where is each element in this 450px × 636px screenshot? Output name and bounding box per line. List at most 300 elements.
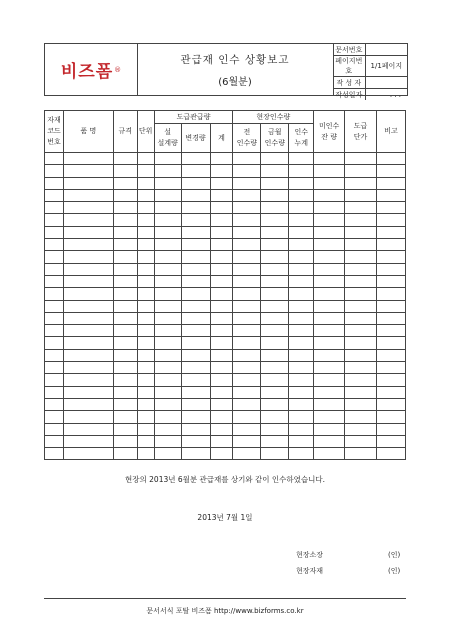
table-cell[interactable] [345,312,377,324]
signature-mark-2[interactable]: (인) [388,567,401,575]
table-cell[interactable] [137,153,154,165]
table-cell[interactable] [137,288,154,300]
table-cell[interactable] [210,312,233,324]
table-cell[interactable] [377,263,406,275]
table-cell[interactable] [345,177,377,189]
table-cell[interactable] [210,263,233,275]
table-cell[interactable] [377,214,406,226]
table-cell[interactable] [45,448,64,460]
table-cell[interactable] [45,202,64,214]
meta-value[interactable]: . . . [365,89,407,101]
table-cell[interactable] [210,386,233,398]
table-cell[interactable] [345,251,377,263]
table-cell[interactable] [345,214,377,226]
table-cell[interactable] [45,423,64,435]
table-cell[interactable] [113,202,137,214]
table-cell[interactable] [289,411,314,423]
table-cell[interactable] [377,448,406,460]
table-cell[interactable] [314,226,345,238]
table-cell[interactable] [345,374,377,386]
table-cell[interactable] [154,325,181,337]
table-cell[interactable] [233,435,261,447]
table-cell[interactable] [45,337,64,349]
table-cell[interactable] [113,337,137,349]
table-cell[interactable] [113,448,137,460]
table-cell[interactable] [233,165,261,177]
table-cell[interactable] [289,423,314,435]
table-cell[interactable] [181,398,210,410]
table-cell[interactable] [261,349,289,361]
table-cell[interactable] [377,275,406,287]
table-cell[interactable] [210,448,233,460]
meta-value[interactable] [365,44,407,56]
table-cell[interactable] [261,189,289,201]
table-cell[interactable] [289,325,314,337]
table-cell[interactable] [137,165,154,177]
table-cell[interactable] [377,325,406,337]
table-cell[interactable] [289,300,314,312]
table-cell[interactable] [113,226,137,238]
table-cell[interactable] [137,374,154,386]
table-cell[interactable] [63,349,113,361]
table-cell[interactable] [261,226,289,238]
table-cell[interactable] [181,214,210,226]
table-cell[interactable] [314,251,345,263]
table-cell[interactable] [314,362,345,374]
table-cell[interactable] [345,411,377,423]
table-cell[interactable] [289,435,314,447]
table-cell[interactable] [289,239,314,251]
table-cell[interactable] [181,423,210,435]
table-cell[interactable] [377,288,406,300]
table-cell[interactable] [137,177,154,189]
table-cell[interactable] [233,226,261,238]
meta-value[interactable] [365,77,407,89]
table-cell[interactable] [314,423,345,435]
table-cell[interactable] [314,165,345,177]
table-cell[interactable] [261,165,289,177]
table-cell[interactable] [377,423,406,435]
table-cell[interactable] [289,153,314,165]
table-cell[interactable] [377,165,406,177]
table-cell[interactable] [289,189,314,201]
table-cell[interactable] [261,411,289,423]
table-cell[interactable] [137,226,154,238]
table-cell[interactable] [45,411,64,423]
table-cell[interactable] [314,411,345,423]
table-cell[interactable] [261,202,289,214]
table-cell[interactable] [261,398,289,410]
table-cell[interactable] [63,153,113,165]
table-cell[interactable] [233,325,261,337]
table-cell[interactable] [345,337,377,349]
table-cell[interactable] [314,288,345,300]
table-cell[interactable] [261,337,289,349]
table-cell[interactable] [377,349,406,361]
table-cell[interactable] [210,349,233,361]
table-cell[interactable] [377,411,406,423]
table-cell[interactable] [113,153,137,165]
table-cell[interactable] [289,177,314,189]
table-cell[interactable] [113,239,137,251]
table-cell[interactable] [137,362,154,374]
table-cell[interactable] [137,349,154,361]
table-cell[interactable] [289,202,314,214]
table-cell[interactable] [181,275,210,287]
table-cell[interactable] [261,312,289,324]
table-cell[interactable] [345,362,377,374]
table-cell[interactable] [377,398,406,410]
table-cell[interactable] [181,386,210,398]
table-cell[interactable] [345,349,377,361]
table-cell[interactable] [45,226,64,238]
table-cell[interactable] [181,448,210,460]
table-cell[interactable] [137,275,154,287]
table-cell[interactable] [314,349,345,361]
table-cell[interactable] [314,435,345,447]
table-cell[interactable] [154,202,181,214]
table-cell[interactable] [377,189,406,201]
table-cell[interactable] [289,386,314,398]
table-cell[interactable] [137,398,154,410]
table-cell[interactable] [233,423,261,435]
table-cell[interactable] [210,398,233,410]
table-cell[interactable] [154,189,181,201]
table-cell[interactable] [45,288,64,300]
table-cell[interactable] [63,448,113,460]
table-cell[interactable] [113,398,137,410]
table-cell[interactable] [154,386,181,398]
table-cell[interactable] [314,263,345,275]
table-cell[interactable] [289,337,314,349]
table-cell[interactable] [233,153,261,165]
table-cell[interactable] [154,226,181,238]
table-cell[interactable] [261,239,289,251]
table-cell[interactable] [210,226,233,238]
table-cell[interactable] [63,275,113,287]
table-cell[interactable] [63,325,113,337]
table-cell[interactable] [63,300,113,312]
table-cell[interactable] [289,251,314,263]
table-cell[interactable] [45,398,64,410]
table-cell[interactable] [137,435,154,447]
table-cell[interactable] [261,251,289,263]
table-cell[interactable] [154,239,181,251]
table-cell[interactable] [261,153,289,165]
table-cell[interactable] [137,325,154,337]
table-cell[interactable] [377,386,406,398]
table-cell[interactable] [113,251,137,263]
table-cell[interactable] [210,300,233,312]
table-cell[interactable] [289,312,314,324]
table-cell[interactable] [181,374,210,386]
table-cell[interactable] [377,300,406,312]
table-cell[interactable] [345,386,377,398]
meta-value[interactable]: 1/1페이지 [365,56,407,77]
table-cell[interactable] [137,214,154,226]
table-cell[interactable] [113,362,137,374]
table-cell[interactable] [113,177,137,189]
table-cell[interactable] [314,337,345,349]
table-cell[interactable] [137,337,154,349]
table-cell[interactable] [181,189,210,201]
table-cell[interactable] [181,263,210,275]
table-cell[interactable] [314,448,345,460]
table-cell[interactable] [154,349,181,361]
table-cell[interactable] [154,165,181,177]
table-cell[interactable] [63,251,113,263]
table-cell[interactable] [113,386,137,398]
table-cell[interactable] [181,300,210,312]
table-cell[interactable] [113,300,137,312]
table-cell[interactable] [261,300,289,312]
table-cell[interactable] [345,226,377,238]
table-cell[interactable] [233,251,261,263]
table-cell[interactable] [210,165,233,177]
table-cell[interactable] [63,423,113,435]
table-cell[interactable] [45,374,64,386]
table-cell[interactable] [289,362,314,374]
table-cell[interactable] [261,448,289,460]
table-cell[interactable] [345,202,377,214]
table-cell[interactable] [314,300,345,312]
table-cell[interactable] [154,263,181,275]
table-cell[interactable] [289,263,314,275]
table-cell[interactable] [137,251,154,263]
table-cell[interactable] [181,153,210,165]
table-cell[interactable] [63,189,113,201]
table-cell[interactable] [314,374,345,386]
table-cell[interactable] [45,153,64,165]
table-cell[interactable] [137,300,154,312]
table-cell[interactable] [113,423,137,435]
table-cell[interactable] [289,349,314,361]
table-cell[interactable] [377,337,406,349]
table-cell[interactable] [210,435,233,447]
table-cell[interactable] [314,153,345,165]
table-cell[interactable] [137,239,154,251]
table-cell[interactable] [233,288,261,300]
table-cell[interactable] [45,349,64,361]
table-cell[interactable] [377,153,406,165]
table-cell[interactable] [233,275,261,287]
table-cell[interactable] [377,362,406,374]
table-cell[interactable] [181,239,210,251]
table-cell[interactable] [137,202,154,214]
table-cell[interactable] [181,349,210,361]
table-cell[interactable] [345,288,377,300]
table-cell[interactable] [233,398,261,410]
table-cell[interactable] [63,374,113,386]
table-cell[interactable] [314,312,345,324]
table-cell[interactable] [113,325,137,337]
table-cell[interactable] [377,312,406,324]
table-cell[interactable] [233,337,261,349]
table-cell[interactable] [314,398,345,410]
table-cell[interactable] [314,189,345,201]
table-cell[interactable] [210,251,233,263]
table-cell[interactable] [345,239,377,251]
table-cell[interactable] [45,177,64,189]
table-cell[interactable] [137,189,154,201]
table-cell[interactable] [289,288,314,300]
table-cell[interactable] [63,226,113,238]
table-cell[interactable] [314,239,345,251]
table-cell[interactable] [113,214,137,226]
table-cell[interactable] [233,202,261,214]
table-cell[interactable] [45,189,64,201]
table-cell[interactable] [154,435,181,447]
table-cell[interactable] [210,153,233,165]
table-cell[interactable] [113,374,137,386]
table-cell[interactable] [289,374,314,386]
table-cell[interactable] [345,435,377,447]
table-cell[interactable] [233,300,261,312]
table-cell[interactable] [45,435,64,447]
table-cell[interactable] [377,374,406,386]
table-cell[interactable] [63,312,113,324]
table-cell[interactable] [345,165,377,177]
table-cell[interactable] [261,423,289,435]
table-cell[interactable] [45,386,64,398]
table-cell[interactable] [113,411,137,423]
table-cell[interactable] [154,251,181,263]
table-cell[interactable] [63,362,113,374]
table-cell[interactable] [113,189,137,201]
table-cell[interactable] [63,337,113,349]
table-cell[interactable] [261,386,289,398]
table-cell[interactable] [233,312,261,324]
table-cell[interactable] [154,337,181,349]
table-cell[interactable] [45,263,64,275]
table-cell[interactable] [233,374,261,386]
table-cell[interactable] [137,263,154,275]
table-cell[interactable] [45,275,64,287]
table-cell[interactable] [233,448,261,460]
table-cell[interactable] [314,214,345,226]
table-cell[interactable] [181,165,210,177]
table-cell[interactable] [314,275,345,287]
table-cell[interactable] [345,189,377,201]
table-cell[interactable] [289,214,314,226]
table-cell[interactable] [154,300,181,312]
table-cell[interactable] [210,374,233,386]
table-cell[interactable] [261,288,289,300]
table-cell[interactable] [181,411,210,423]
table-cell[interactable] [63,398,113,410]
table-cell[interactable] [137,312,154,324]
table-cell[interactable] [154,411,181,423]
table-cell[interactable] [314,177,345,189]
table-cell[interactable] [345,275,377,287]
table-cell[interactable] [45,300,64,312]
table-cell[interactable] [113,349,137,361]
table-cell[interactable] [63,165,113,177]
table-cell[interactable] [181,312,210,324]
table-cell[interactable] [289,165,314,177]
table-cell[interactable] [210,275,233,287]
table-cell[interactable] [181,362,210,374]
table-cell[interactable] [154,177,181,189]
table-cell[interactable] [45,165,64,177]
table-cell[interactable] [377,435,406,447]
table-cell[interactable] [377,239,406,251]
table-cell[interactable] [63,202,113,214]
table-cell[interactable] [154,288,181,300]
table-cell[interactable] [45,325,64,337]
table-cell[interactable] [154,312,181,324]
table-cell[interactable] [113,165,137,177]
table-cell[interactable] [210,325,233,337]
table-cell[interactable] [113,263,137,275]
table-cell[interactable] [45,312,64,324]
table-cell[interactable] [63,177,113,189]
table-cell[interactable] [345,153,377,165]
table-cell[interactable] [63,411,113,423]
table-cell[interactable] [137,386,154,398]
table-cell[interactable] [233,349,261,361]
table-cell[interactable] [377,202,406,214]
table-cell[interactable] [345,423,377,435]
table-cell[interactable] [289,275,314,287]
table-cell[interactable] [233,189,261,201]
table-cell[interactable] [345,300,377,312]
table-cell[interactable] [345,448,377,460]
table-cell[interactable] [137,411,154,423]
table-cell[interactable] [63,263,113,275]
table-cell[interactable] [113,435,137,447]
table-cell[interactable] [181,202,210,214]
table-cell[interactable] [210,288,233,300]
table-cell[interactable] [233,214,261,226]
table-cell[interactable] [210,423,233,435]
table-cell[interactable] [261,275,289,287]
table-cell[interactable] [261,362,289,374]
table-cell[interactable] [181,337,210,349]
table-cell[interactable] [210,411,233,423]
table-cell[interactable] [289,226,314,238]
table-cell[interactable] [233,263,261,275]
table-cell[interactable] [233,411,261,423]
table-cell[interactable] [45,239,64,251]
table-cell[interactable] [289,398,314,410]
table-cell[interactable] [154,153,181,165]
table-cell[interactable] [345,325,377,337]
table-cell[interactable] [314,325,345,337]
table-cell[interactable] [314,386,345,398]
table-cell[interactable] [181,435,210,447]
signature-mark-1[interactable]: (인) [388,551,401,559]
table-cell[interactable] [113,288,137,300]
table-cell[interactable] [210,239,233,251]
table-cell[interactable] [345,398,377,410]
table-cell[interactable] [289,448,314,460]
table-cell[interactable] [63,214,113,226]
table-cell[interactable] [181,226,210,238]
table-cell[interactable] [63,435,113,447]
table-cell[interactable] [210,362,233,374]
table-cell[interactable] [181,288,210,300]
table-cell[interactable] [261,214,289,226]
table-cell[interactable] [377,251,406,263]
table-cell[interactable] [261,263,289,275]
table-cell[interactable] [181,251,210,263]
table-cell[interactable] [181,177,210,189]
table-cell[interactable] [210,177,233,189]
table-cell[interactable] [377,177,406,189]
table-cell[interactable] [137,448,154,460]
table-cell[interactable] [261,435,289,447]
